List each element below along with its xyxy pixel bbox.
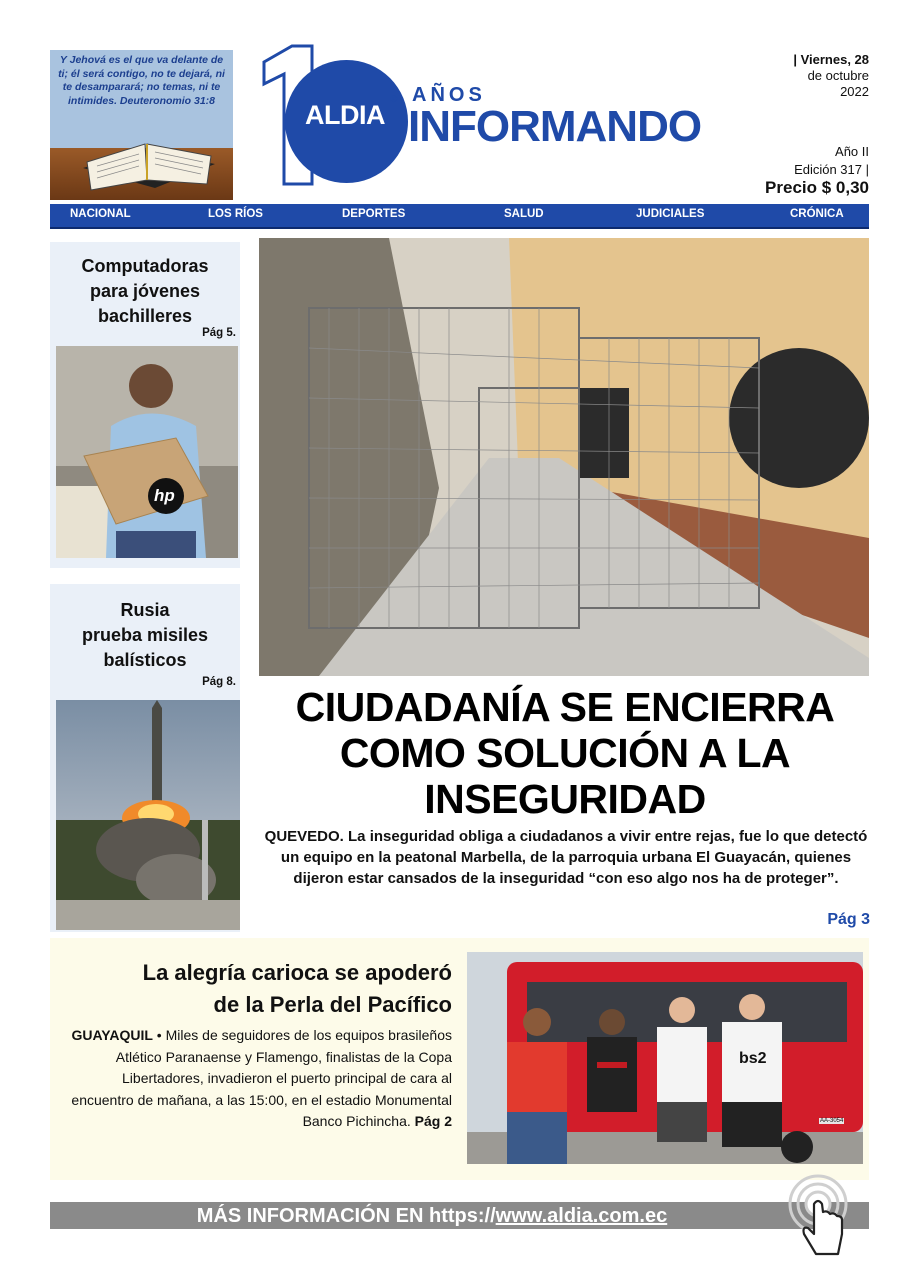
story-title-line: La alegría carioca se apoderó xyxy=(142,960,452,985)
footer-prefix: MÁS INFORMACIÓN EN https:// xyxy=(196,1205,496,1227)
footer-link-text[interactable] xyxy=(50,1204,814,1228)
date-month: de octubre xyxy=(807,68,869,83)
footer-url[interactable]: www.aldia.com.ec xyxy=(495,1205,668,1227)
bus-plate: AA-3054 xyxy=(820,1118,844,1124)
photo-missile-launch xyxy=(56,700,240,930)
bottom-story-body xyxy=(62,1025,452,1133)
side-story-title-line: para jóvenes xyxy=(89,281,201,301)
issue-date xyxy=(709,52,869,100)
hp-logo: hp xyxy=(154,486,175,505)
nav-cronica[interactable]: CRÓNICA xyxy=(790,208,844,220)
nav-deportes[interactable]: DEPORTES xyxy=(342,208,406,220)
issue-info xyxy=(709,143,869,197)
story-text: • Miles de seguidores de los equipos brasileños Atlético Paranaense y Flamengo, finalistas de la Copa Libertadores, invadieron el puerto principal de cara al encuentro de mañana, a las 15:00, en el estadio Monumental Banco Pichincha. xyxy=(71,1027,452,1129)
nav-los-rios[interactable]: LOS RÍOS xyxy=(208,208,263,220)
main-lead-paragraph: QUEVEDO. La inseguridad obliga a ciudadanos a vivir entre rejas, fue lo que detectó un equipo en la peatonal Marbella, de la parroquia urbana El Guayacán, quienes dijeron estar cansados de la inseguridad “con eso algo nos ha de proteger”. xyxy=(264,828,868,887)
headline-line: COMO SOLUCIÓN A LA xyxy=(339,730,791,776)
issue-edition: Edición 317 | xyxy=(794,162,869,177)
side-story-title-line: balísticos xyxy=(103,650,187,670)
side-story-title-line: Computadoras xyxy=(81,256,209,276)
bible-verse-box xyxy=(50,50,233,200)
headline-line: CIUDADANÍA SE ENCIERRA xyxy=(295,684,835,730)
main-headline[interactable] xyxy=(252,684,878,822)
nav-salud[interactable]: SALUD xyxy=(504,208,544,220)
date-weekday: | Viernes, 28 xyxy=(793,52,869,67)
logo-brand-text: ALDIA xyxy=(305,100,385,130)
side-story-title-line: bachilleres xyxy=(97,306,193,326)
logo-informando-text: INFORMANDO xyxy=(408,102,702,151)
page-reference: Pág 8. xyxy=(202,676,236,688)
nav-judiciales[interactable]: JUDICIALES xyxy=(636,208,705,220)
nav-nacional[interactable]: NACIONAL xyxy=(70,208,131,220)
main-page-reference[interactable]: Pág 3 xyxy=(827,911,870,928)
section-nav-bar xyxy=(50,204,869,229)
bottom-story-title xyxy=(62,957,452,1021)
jersey-sponsor: bs2 xyxy=(739,1050,767,1067)
headline-line: INSEGURIDAD xyxy=(424,776,706,822)
side-story-title-line: Rusia xyxy=(120,600,170,620)
story-page-reference[interactable]: Pág 2 xyxy=(410,1113,452,1129)
story-dateline: GUAYAQUIL xyxy=(71,1027,153,1043)
issue-price: Precio $ 0,30 xyxy=(765,178,869,197)
story-title-line: de la Perla del Pacífico xyxy=(213,992,452,1017)
bible-verse-text: Y Jehová es el que va delante de ti; él será contigo, no te dejará, ni te desamparará; no temas, ni te intimides. Deuteronomio 31:8 xyxy=(58,54,225,107)
page-reference: Pág 5. xyxy=(202,327,236,339)
logo-anos-text: AÑOS xyxy=(412,84,486,106)
tap-hand-icon xyxy=(788,1174,850,1262)
photo-gated-walkway xyxy=(259,238,869,676)
registered-mark: ® xyxy=(390,94,398,105)
date-year: 2022 xyxy=(840,84,869,99)
open-bible-icon xyxy=(75,120,225,195)
side-story-title-line: prueba misiles xyxy=(81,625,209,645)
photo-fans-bus xyxy=(467,952,863,1164)
issue-year: Año II xyxy=(835,144,869,159)
photo-man-laptop-box xyxy=(56,346,238,558)
